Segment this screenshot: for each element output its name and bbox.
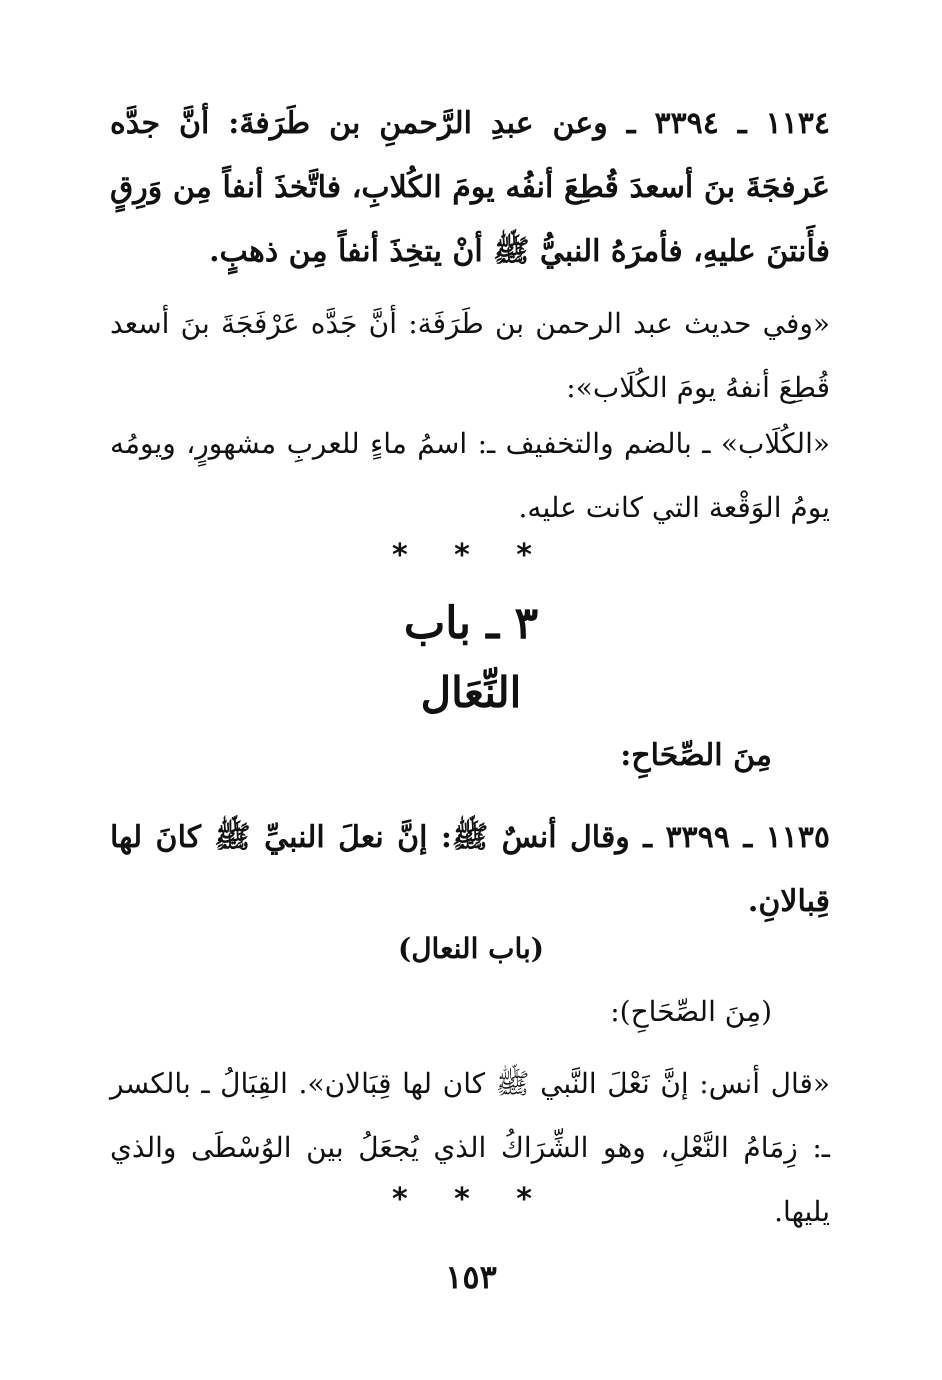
hadith-1134: ١١٣٤ ـ ٣٣٩٤ ـ وعن عبدِ الرَّحمنِ بن طَرَفةَ: أنَّ جدَّه عَرفجَةَ بنَ أسعدَ قُطِعَ أنفُه يومَ الكُلابِ، فاتَّخذَ أنفاً مِن وَرِقٍ فأَنتنَ عليهِ، فأمرَهُ النبيُّ ﷺ أنْ يتخِذَ أنفاً مِن ذهبٍ. [110,106,830,269]
section-label-sahih-commentary: (مِنَ الصِّحَاحِ): [610,995,772,1028]
section-separator: * * * [392,538,550,573]
inner-chapter-title: (باب النعال) [397,932,545,965]
chapter-name: النِّعَال [420,668,522,717]
section-label-sahih: مِنَ الصِّحَاحِ: [620,738,772,773]
commentary-kulab: «الكُلَاب» ـ بالضم والتخفيف ـ: اسمُ ماءٍ للعربِ مشهورٍ، ويومُه يومُ الوَقْعة التي كانت عليه. [110,427,830,524]
commentary-qibal: «قال أنس: إنَّ نَعْلَ النَّبي ﷺ كان لها قِبَالان». القِبَالُ ـ بالكسر ـ: زِمَامُ النَّعْلِ، وهو الشِّرَاكُ الذي يُجعَلُ بين الوُسْطَى والذي يليها. [110,1067,830,1228]
chapter-number-title: ٣ ـ باب [403,598,539,649]
hadith-1135: ١١٣٥ ـ ٣٣٩٩ ـ وقال أنسٌ ﷺ: إنَّ نعلَ النبيِّ ﷺ كانَ لها قِبالانِ. [110,820,830,919]
section-separator-2: * * * [392,1182,550,1217]
commentary-abd-al-rahman: «وفي حديث عبد الرحمن بن طَرَفَة: أنَّ جَدَّه عَرْفَجَةَ بنَ أسعد قُطِعَ أنفهُ يومَ الكُلَاب»: [110,307,830,404]
page-number: ١٥٣ [445,1258,497,1296]
